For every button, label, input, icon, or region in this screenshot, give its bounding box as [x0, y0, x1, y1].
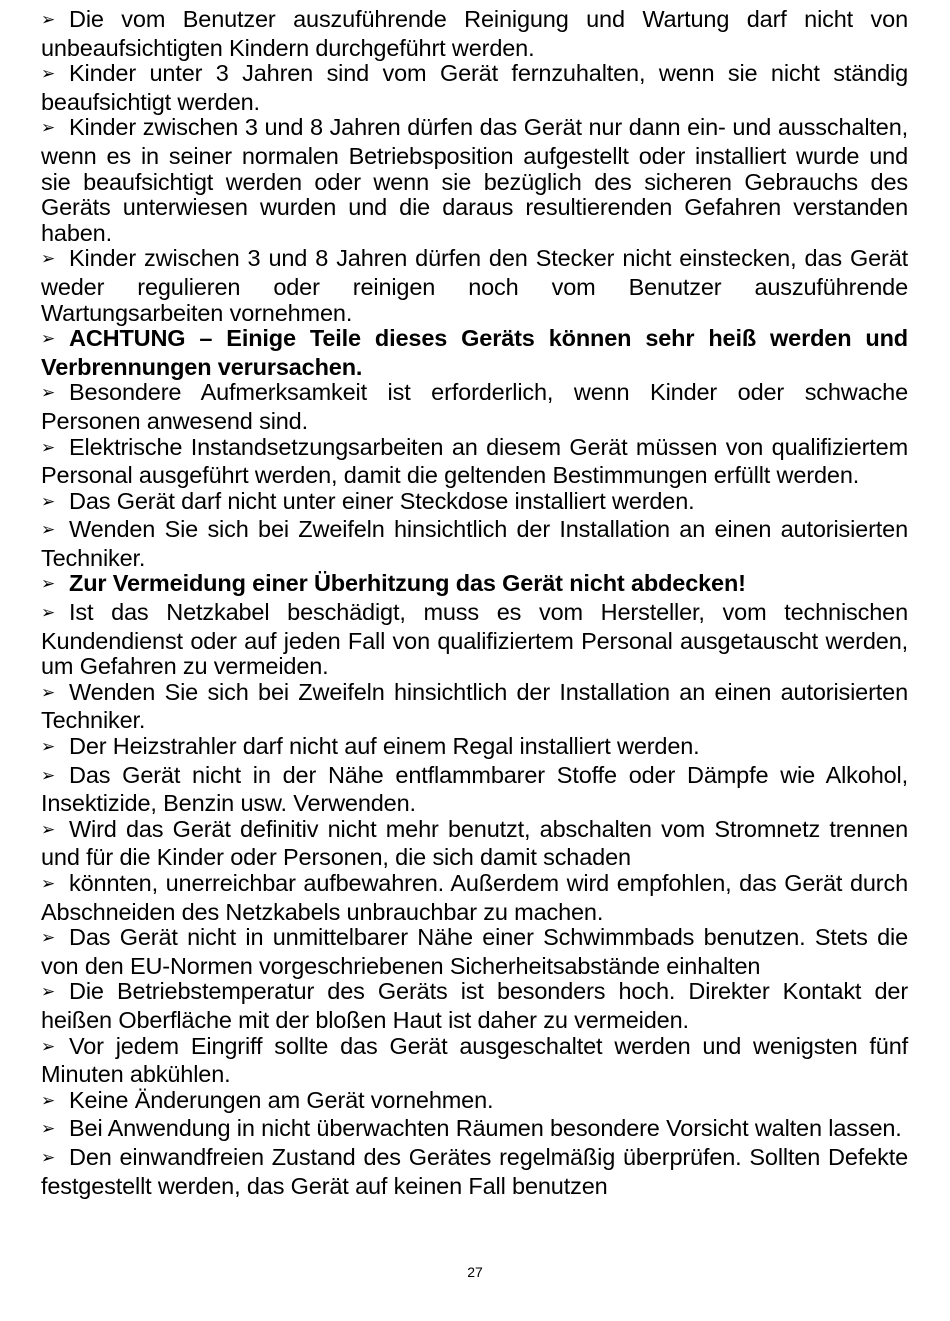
bullet-text: Das Gerät nicht in der Nähe entflammbarer Stoffe oder Dämpfe wie Alkohol, Insektizide, Benzin usw. Verwenden.: [41, 761, 908, 817]
arrow-bullet-icon: ➢: [41, 10, 56, 30]
arrow-bullet-icon: ➢: [41, 574, 56, 595]
bullet-text: Ist das Netzkabel beschädigt, muss es vom Hersteller, vom technischen Kundendienst oder auf jeden Fall von qualifiziertem Personal ausgetauscht werden, um Gefahren zu vermeiden.: [41, 599, 908, 680]
bullet-text: Wenden Sie sich bei Zweifeln hinsichtlich der Installation an einen autorisierten Techniker.: [41, 678, 908, 734]
bullet-item: [41, 680, 908, 734]
bullet-item: [41, 435, 908, 489]
bullet-item: [41, 600, 908, 680]
bullet-item: [41, 571, 908, 600]
arrow-bullet-icon: ➢: [41, 928, 56, 949]
document-body: [41, 7, 908, 1199]
arrow-bullet-icon: ➢: [41, 437, 56, 458]
arrow-bullet-icon: ➢: [41, 1119, 56, 1140]
bullet-item: [41, 763, 908, 817]
bullet-text: Elektrische Instandsetzungsarbeiten an diesem Gerät müssen von qualifiziertem Personal ausgeführt werden, damit die geltenden Bestimmungen erfüllt werden.: [41, 433, 908, 489]
arrow-bullet-icon: ➢: [41, 737, 56, 758]
arrow-bullet-icon: ➢: [41, 1036, 56, 1057]
bullet-item: [41, 246, 908, 326]
arrow-bullet-icon: ➢: [41, 982, 56, 1003]
arrow-bullet-icon: ➢: [41, 64, 56, 85]
bullet-item: [41, 517, 908, 571]
bullet-text: Vor jedem Eingriff sollte das Gerät ausgeschaltet werden und wenigsten fünf Minuten abkühlen.: [41, 1032, 908, 1088]
bullet-item: [41, 1088, 908, 1117]
bullet-item: [41, 1145, 908, 1199]
bullet-text: Der Heizstrahler darf nicht auf einem Regal installiert werden.: [69, 733, 700, 760]
bullet-text: Kinder unter 3 Jahren sind vom Gerät fernzuhalten, wenn sie nicht ständig beaufsichtigt werden.: [41, 60, 908, 115]
page-number: 27: [467, 1264, 483, 1280]
arrow-bullet-icon: ➢: [41, 1090, 56, 1111]
arrow-bullet-icon: ➢: [41, 329, 56, 350]
arrow-bullet-icon: ➢: [41, 520, 56, 541]
bullet-item: [41, 7, 908, 61]
bullet-item: [41, 925, 908, 979]
bullet-text: Bei Anwendung in nicht überwachten Räumen besondere Vorsicht walten lassen.: [69, 1115, 902, 1142]
bullet-text: Die vom Benutzer auszuführende Reinigung und Wartung darf nicht von unbeaufsichtigten Kindern durchgeführt werden.: [41, 6, 908, 61]
bullet-text: könnten, unerreichbar aufbewahren. Außerdem wird empfohlen, das Gerät durch Abschneiden des Netzkabels unbrauchbar zu machen.: [41, 870, 908, 925]
arrow-bullet-icon: ➢: [41, 603, 56, 624]
bullet-text: Keine Änderungen am Gerät vornehmen.: [69, 1086, 494, 1113]
bullet-item: [41, 871, 908, 925]
bullet-item: [41, 734, 908, 763]
bullet-text: Wird das Gerät definitiv nicht mehr benutzt, abschalten vom Stromnetz trennen und für die Kinder oder Personen, die sich damit schaden: [41, 815, 908, 871]
arrow-bullet-icon: ➢: [41, 819, 56, 840]
arrow-bullet-icon: ➢: [41, 682, 56, 703]
arrow-bullet-icon: ➢: [41, 118, 56, 139]
bullet-item: [41, 979, 908, 1033]
bullet-text: Kinder zwischen 3 und 8 Jahren dürfen den Stecker nicht einstecken, das Gerät weder regulieren oder reinigen noch vom Benutzer auszuführende Wartungsarbeiten vornehmen.: [41, 245, 908, 326]
bullet-text: Zur Vermeidung einer Überhitzung das Gerät nicht abdecken!: [69, 570, 746, 597]
bullet-item: [41, 115, 908, 246]
bullet-text: Wenden Sie sich bei Zweifeln hinsichtlich der Installation an einen autorisierten Techniker.: [41, 516, 908, 571]
bullet-text: Den einwandfreien Zustand des Gerätes regelmäßig überprüfen. Sollten Defekte festgestellt werden, das Gerät auf keinen Fall benutzen: [41, 1143, 908, 1199]
bullet-text: Das Gerät nicht in unmittelbarer Nähe einer Schwimmbads benutzen. Stets die von den EU-Normen vorgeschriebenen Sicherheitsabstände einhalten: [41, 924, 908, 979]
arrow-bullet-icon: ➢: [41, 765, 56, 786]
bullet-text: Besondere Aufmerksamkeit ist erforderlich, wenn Kinder oder schwache Personen anwesend sind.: [41, 379, 908, 434]
bullet-text: ACHTUNG – Einige Teile dieses Geräts können sehr heiß werden und Verbrennungen verursachen.: [41, 325, 908, 380]
arrow-bullet-icon: ➢: [41, 249, 56, 270]
bullet-item: [41, 489, 908, 518]
arrow-bullet-icon: ➢: [41, 1147, 56, 1168]
bullet-item: [41, 1034, 908, 1088]
arrow-bullet-icon: ➢: [41, 491, 56, 512]
bullet-text: Kinder zwischen 3 und 8 Jahren dürfen das Gerät nur dann ein- und ausschalten, wenn es in seiner normalen Betriebsposition aufgestellt oder installiert wurde und sie beaufsichtigt werden oder wenn sie bezüglich des sicheren Gebrauchs des Geräts unterwiesen wurden und die daraus resultierenden Gefahren verstanden haben.: [41, 114, 908, 246]
bullet-item: [41, 326, 908, 380]
arrow-bullet-icon: ➢: [41, 874, 56, 894]
bullet-item: [41, 380, 908, 434]
bullet-item: [41, 1116, 908, 1145]
bullet-item: [41, 817, 908, 871]
bullet-text: Das Gerät darf nicht unter einer Steckdose installiert werden.: [69, 487, 695, 514]
bullet-text: Die Betriebstemperatur des Geräts ist besonders hoch. Direkter Kontakt der heißen Oberfläche mit der bloßen Haut ist daher zu vermeiden.: [41, 978, 908, 1033]
arrow-bullet-icon: ➢: [41, 383, 56, 404]
bullet-item: [41, 61, 908, 115]
